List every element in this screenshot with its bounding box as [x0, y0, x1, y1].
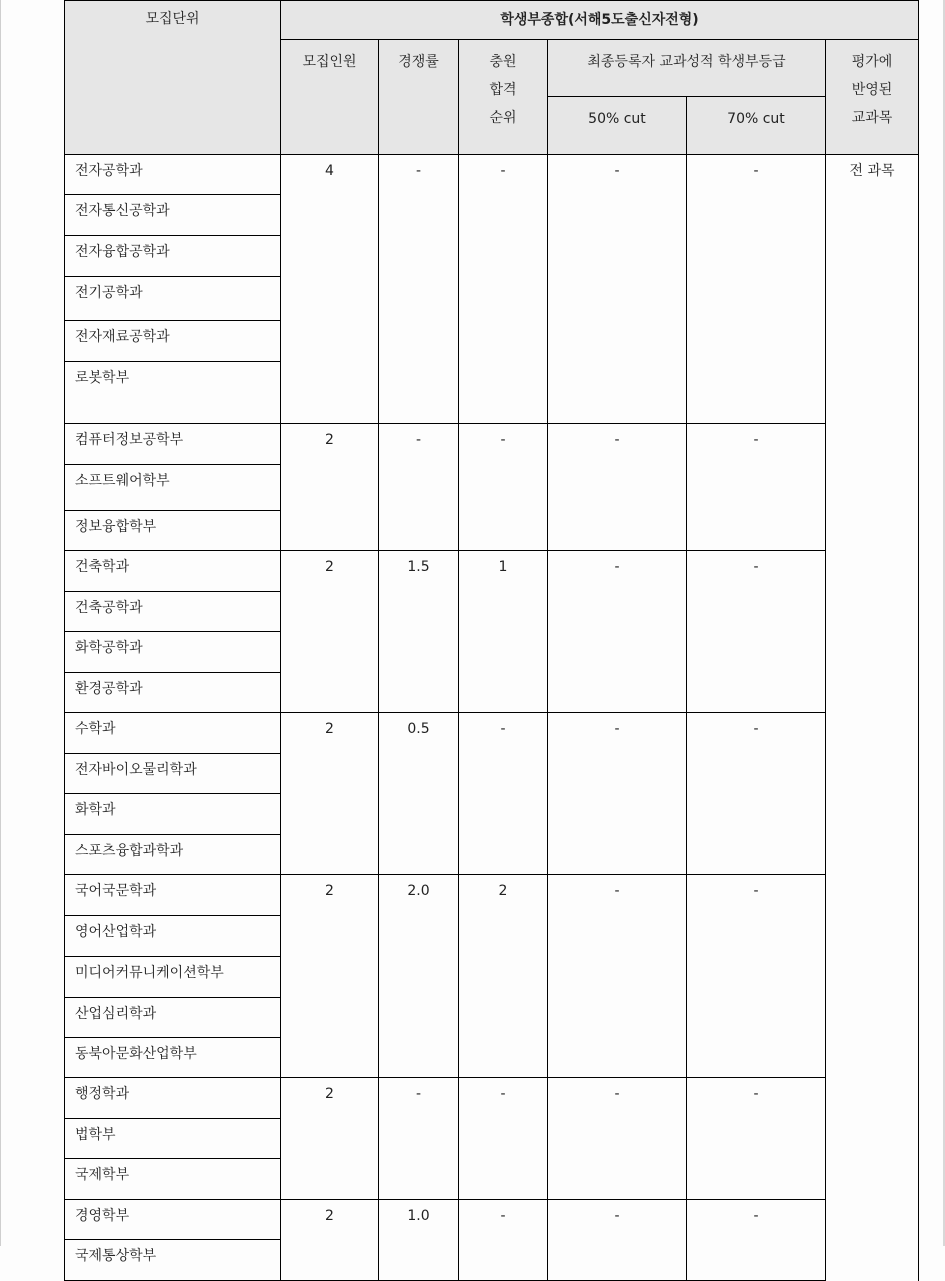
major-name: 동북아문화산업학부: [65, 1038, 281, 1078]
cut50-value: -: [548, 713, 687, 875]
major-name: 전기공학과: [65, 277, 281, 321]
recruit-value: 2: [281, 1200, 379, 1281]
admission-results-table: [64, 0, 919, 1281]
cut50-value: -: [548, 875, 687, 1078]
major-name: 전자융합공학과: [65, 236, 281, 277]
waitlist-value: -: [459, 424, 548, 551]
major-name: 전자바이오물리학과: [65, 754, 281, 794]
table-row: [65, 1200, 919, 1240]
recruit-value: 2: [281, 551, 379, 713]
major-name: 산업심리학과: [65, 998, 281, 1038]
cut70-value: -: [687, 1200, 826, 1281]
competition-value: 1.5: [379, 551, 459, 713]
cut70-value: -: [687, 424, 826, 551]
major-name: 스포츠융합과학과: [65, 835, 281, 875]
major-name: 컴퓨터정보공학부: [65, 424, 281, 465]
major-name: 화학공학과: [65, 632, 281, 673]
major-name: 경영학부: [65, 1200, 281, 1240]
header-waitlist-line2: 합격: [489, 82, 517, 98]
header-waitlist: [459, 40, 548, 155]
header-cut50: 50% cut: [548, 97, 687, 155]
header-subjects-line2: 반영된: [851, 82, 893, 98]
waitlist-value: -: [459, 155, 548, 424]
recruit-value: 2: [281, 875, 379, 1078]
recruit-value: 2: [281, 1078, 379, 1200]
waitlist-value: -: [459, 1200, 548, 1281]
major-name: 소프트웨어학부: [65, 465, 281, 511]
header-waitlist-line3: 순위: [489, 110, 517, 126]
major-name: 국어국문학과: [65, 875, 281, 916]
major-name: 건축학과: [65, 551, 281, 592]
competition-value: -: [379, 1078, 459, 1200]
waitlist-value: 1: [459, 551, 548, 713]
major-name: 로봇학부: [65, 362, 281, 424]
major-name: 미디어커뮤니케이션학부: [65, 957, 281, 998]
major-name: 국제통상학부: [65, 1240, 281, 1281]
competition-value: 1.0: [379, 1200, 459, 1281]
cut50-value: -: [548, 551, 687, 713]
competition-value: 0.5: [379, 713, 459, 875]
major-name: 건축공학과: [65, 592, 281, 632]
table-row: [65, 713, 919, 754]
major-name: 수학과: [65, 713, 281, 754]
cut70-value: -: [687, 875, 826, 1078]
header-competition: 경쟁률: [379, 40, 459, 155]
major-name: 정보융합학부: [65, 511, 281, 551]
header-subjects-line1: 평가에: [851, 54, 893, 70]
header-cut70: 70% cut: [687, 97, 826, 155]
major-name: 법학부: [65, 1119, 281, 1159]
header-title: 학생부종합(서해5도출신자전형): [281, 1, 919, 40]
major-name: 국제학부: [65, 1159, 281, 1200]
major-name: 행정학과: [65, 1078, 281, 1119]
cut70-value: -: [687, 1078, 826, 1200]
cut50-value: -: [548, 424, 687, 551]
major-name: 전자공학과: [65, 155, 281, 195]
cut70-value: -: [687, 551, 826, 713]
cut50-value: -: [548, 1078, 687, 1200]
header-waitlist-line1: 충원: [489, 54, 517, 70]
competition-value: -: [379, 155, 459, 424]
waitlist-value: -: [459, 1078, 548, 1200]
cut50-value: -: [548, 1200, 687, 1281]
cut70-value: -: [687, 713, 826, 875]
subjects-value: 전 과목: [826, 155, 919, 1281]
table-row: [65, 551, 919, 592]
waitlist-value: -: [459, 713, 548, 875]
major-name: 화학과: [65, 794, 281, 835]
major-name: 전자통신공학과: [65, 195, 281, 236]
header-subjects-line3: 교과목: [851, 110, 893, 126]
header-final-grade: 최종등록자 교과성적 학생부등급: [548, 40, 826, 97]
major-name: 환경공학과: [65, 673, 281, 713]
recruit-value: 2: [281, 713, 379, 875]
waitlist-value: 2: [459, 875, 548, 1078]
recruit-value: 4: [281, 155, 379, 424]
header-recruit-count: 모집인원: [281, 40, 379, 155]
cut50-value: -: [548, 155, 687, 424]
table-row: [65, 1078, 919, 1119]
major-name: 영어산업학과: [65, 916, 281, 957]
table-row: [65, 424, 919, 465]
competition-value: 2.0: [379, 875, 459, 1078]
table-row: [65, 155, 919, 195]
header-subjects: [826, 40, 919, 155]
major-name: 전자재료공학과: [65, 321, 281, 362]
recruit-value: 2: [281, 424, 379, 551]
table-row: [65, 875, 919, 916]
competition-value: -: [379, 424, 459, 551]
page-left-border: [0, 0, 1, 1246]
header-unit: 모집단위: [65, 1, 281, 155]
cut70-value: -: [687, 155, 826, 424]
